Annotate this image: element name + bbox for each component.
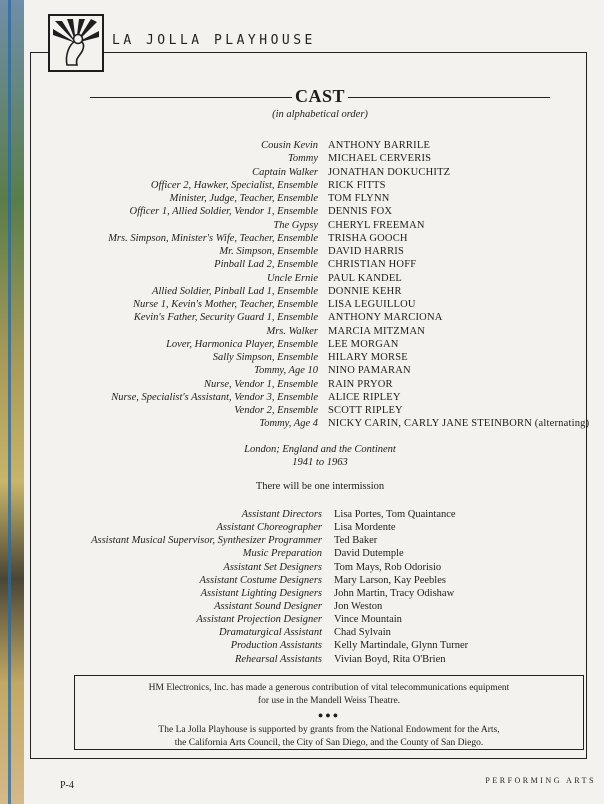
setting-place: London; England and the Continent [244, 444, 396, 455]
staff-name: Lisa Portes, Tom Quaintance [334, 509, 456, 520]
cast-role: Tommy, Age 10 [254, 365, 318, 377]
heading-rule-left [90, 97, 292, 98]
cast-row [0, 232, 604, 245]
cast-actor: LEE MORGAN [328, 338, 399, 350]
cast-row [0, 258, 604, 271]
staff-name: Vivian Boyd, Rita O'Brien [334, 653, 446, 665]
cast-role: Tommy [288, 153, 318, 165]
cast-role: Captain Walker [252, 166, 318, 178]
cast-heading [90, 86, 550, 110]
playhouse-logo [48, 14, 104, 72]
cast-role: Officer 2, Hawker, Specialist, Ensemble [150, 179, 318, 191]
cast-row [0, 166, 604, 179]
cast-row [0, 298, 604, 311]
cast-actor: TOM FLYNN [328, 193, 390, 204]
cast-role: Mrs. Walker [266, 325, 318, 337]
heading-rule-right [348, 97, 550, 98]
cast-role: Nurse 1, Kevin's Mother, Teacher, Ensemble [132, 299, 318, 310]
cast-role: Pinball Lad 2, Ensemble [214, 259, 318, 271]
cast-actor: DAVID HARRIS [328, 246, 405, 257]
cast-role: Mr. Simpson, Ensemble [219, 246, 318, 257]
cast-role: Minister, Judge, Teacher, Ensemble [169, 193, 318, 204]
cast-row [0, 272, 604, 285]
staff-row [0, 547, 604, 560]
cast-actor: JONATHAN DOKUCHITZ [328, 166, 451, 178]
staff-name: Chad Sylvain [334, 627, 391, 639]
cast-actor: ANTHONY BARRILE [328, 140, 431, 151]
cast-actor: RICK FITTS [328, 179, 386, 191]
cast-title: CAST [294, 86, 345, 106]
cast-actor: TRISHA GOOCH [328, 232, 408, 244]
staff-row [0, 587, 604, 600]
staff-row [0, 561, 604, 574]
cast-role: The Gypsy [273, 219, 318, 231]
cast-row [0, 364, 604, 377]
cast-row [0, 351, 604, 364]
cast-actor: ALICE RIPLEY [328, 391, 401, 403]
staff-role: Assistant Lighting Designers [200, 587, 322, 599]
cast-actor: MARCIA MITZMAN [328, 325, 426, 337]
cast-role: Cousin Kevin [261, 140, 318, 151]
cast-role: Allied Soldier, Pinball Lad 1, Ensemble [152, 285, 318, 297]
cast-actor: ANTHONY MARCIONA [328, 312, 443, 324]
staff-name: Mary Larson, Kay Peebles [334, 574, 446, 586]
cast-role: Officer 1, Allied Soldier, Vendor 1, Ensemble [129, 206, 318, 218]
staff-name: Ted Baker [334, 535, 378, 547]
playhouse-logo-icon [53, 19, 99, 67]
cast-role: Mrs. Simpson, Minister's Wife, Teacher, Ensemble [108, 232, 318, 244]
staff-role: Dramaturgical Assistant [219, 627, 322, 639]
notice-separator: ●●● [317, 710, 341, 720]
staff-name: David Dutemple [334, 548, 404, 560]
staff-name: Jon Weston [334, 600, 383, 612]
staff-name: Tom Mays, Rob Odorisio [334, 561, 442, 573]
staff-row [0, 508, 604, 521]
cast-list [0, 139, 604, 431]
cast-row [0, 205, 604, 218]
staff-role: Assistant Choreographer [216, 522, 322, 534]
staff-role: Assistant Set Designers [223, 561, 322, 573]
cast-role: Nurse, Specialist's Assistant, Vendor 3, Ensemble [111, 391, 318, 403]
cast-row [0, 404, 604, 417]
cast-row [0, 378, 604, 391]
cast-role: Vendor 2, Ensemble [234, 405, 318, 416]
staff-row [0, 639, 604, 652]
cast-row [0, 325, 604, 338]
setting-years: 1941 to 1963 [292, 457, 348, 468]
cast-row [0, 219, 604, 232]
staff-role: Assistant Projection Designer [196, 614, 322, 626]
staff-row [0, 600, 604, 613]
notice-line: for use in the Mandell Weiss Theatre. [257, 695, 401, 706]
cast-actor: NINO PAMARAN [328, 365, 411, 377]
staff-list [0, 508, 604, 666]
staff-row [0, 574, 604, 587]
cast-row [0, 192, 604, 205]
cast-actor: PAUL KANDEL [328, 272, 403, 284]
cast-actor: NICKY CARIN, CARLY JANE STEINBORN (alternating) [328, 418, 590, 430]
cast-row [0, 179, 604, 192]
staff-row [0, 521, 604, 534]
cast-actor: DONNIE KEHR [328, 285, 402, 297]
notice-line: HM Electronics, Inc. has made a generous contribution of vital telecommunications equipment [148, 683, 510, 693]
cast-actor: LISA LEGUILLOU [328, 299, 416, 310]
cast-role: Nurse, Vendor 1, Ensemble [203, 378, 318, 390]
cast-row [0, 311, 604, 324]
cast-role: Sally Simpson, Ensemble [212, 352, 318, 363]
publication-name: PERFORMING ARTS [485, 776, 596, 785]
staff-name: Vince Mountain [334, 614, 402, 626]
staff-role: Assistant Costume Designers [199, 574, 322, 586]
cast-role: Uncle Ernie [266, 272, 318, 284]
staff-role: Assistant Sound Designer [214, 600, 322, 612]
cast-actor: RAIN PRYOR [328, 378, 393, 390]
theatre-name: LA JOLLA PLAYHOUSE [112, 33, 316, 48]
cast-row [0, 245, 604, 258]
cast-row [0, 338, 604, 351]
notice-line: The La Jolla Playhouse is supported by grants from the National Endowment for the Arts, [158, 725, 500, 735]
staff-role: Assistant Directors [241, 509, 322, 520]
cast-role: Lover, Harmonica Player, Ensemble [166, 338, 318, 350]
page-number: P-4 [60, 780, 74, 791]
intermission-note: There will be one intermission [255, 481, 385, 492]
staff-name: Lisa Mordente [334, 522, 396, 534]
staff-row [0, 626, 604, 639]
cast-subtitle: (in alphabetical order) [272, 109, 368, 120]
staff-role: Production Assistants [230, 640, 322, 652]
cast-actor: CHERYL FREEMAN [328, 219, 425, 231]
staff-row [0, 534, 604, 547]
sponsor-notice [74, 675, 584, 750]
cast-actor: CHRISTIAN HOFF [328, 259, 417, 271]
notice-line: the California Arts Council, the City of San Diego, and the County of San Diego. [174, 737, 484, 748]
staff-role: Rehearsal Assistants [234, 653, 322, 665]
staff-role: Music Preparation [242, 548, 322, 560]
notice-paragraph-2 [85, 724, 573, 749]
cast-row [0, 391, 604, 404]
cast-role: Kevin's Father, Security Guard 1, Ensemble [133, 312, 318, 324]
staff-name: Kelly Martindale, Glynn Turner [334, 640, 469, 652]
cast-row [0, 152, 604, 165]
cast-actor: HILARY MORSE [328, 352, 408, 363]
staff-name: John Martin, Tracy Odishaw [334, 587, 455, 599]
notice-paragraph-1 [85, 682, 573, 707]
cast-row [0, 285, 604, 298]
cast-actor: DENNIS FOX [328, 206, 393, 218]
cast-row [0, 417, 604, 430]
cast-row [0, 139, 604, 152]
staff-row [0, 613, 604, 626]
cast-role: Tommy, Age 4 [259, 418, 318, 430]
staff-role: Assistant Musical Supervisor, Synthesizer Programmer [91, 535, 322, 547]
cast-actor: SCOTT RIPLEY [328, 405, 403, 416]
staff-row [0, 653, 604, 666]
cast-actor: MICHAEL CERVERIS [328, 153, 432, 165]
